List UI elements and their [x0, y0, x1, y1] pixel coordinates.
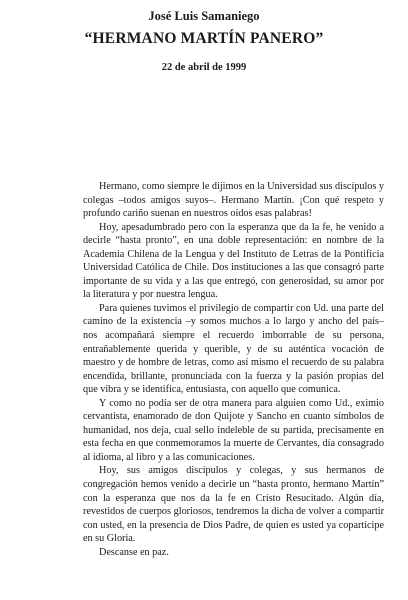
- document-title: “HERMANO MARTÍN PANERO”: [84, 30, 324, 47]
- paragraph-2: Hoy, apesadumbrado pero con la esperanza que da la fe, he venido a decirle “hasta pronto”, en una doble representación: en nombre de la Academia Chilena de la Lengua y del Instituto de Letras de la Pontificia Universidad Católica de Chile. Dos instituciones a las que consagró parte importante de su vida y a las que entregó, con generosidad, su amor por la literatura y por nuestra lengua.: [83, 221, 384, 301]
- document-date: 22 de abril de 1999: [161, 62, 247, 73]
- author-name: José Luis Samaniego: [148, 9, 260, 23]
- body-text: [83, 180, 384, 559]
- paragraph-6: Descanse en paz.: [99, 546, 169, 558]
- paragraph-3: Para quienes tuvimos el privilegio de compartir con Ud. una parte del camino de la existencia –y somos muchos a lo largo y ancho del país– nos acompañará siempre el recuerdo imborrable de su persona, entrañablemente querida y querible, y de su auténtica vocación de maestro y de hombre de letras, como así mismo el recuerdo de su palabra encendida, brillante, pronunciada con la fuerza y la pasión propias del que vibra y se identifica, entusiasta, con aquello que comunica.: [83, 302, 384, 396]
- paragraph-5: Hoy, sus amigos discípulos y colegas, y sus hermanos de congregación hemos venido a decirle un “hasta pronto, hermano Martín” con la esperanza que nos da la fe en Cristo Resucitado. Algún día, revestidos de cuerpos gloriosos, tendremos la dicha de volver a compartir con usted, en la presencia de Dios Padre, de quien es usted ya copartícipe en su Gloria.: [83, 465, 384, 545]
- paragraph-1: Hermano, como siempre le dijimos en la Universidad sus discípulos y colegas –todos amigos suyos–. Hermano Martín. ¡Con qué respeto y profundo cariño suenan en nuestros oídos esas palabras!: [83, 181, 384, 220]
- paragraph-4: Y como no podía ser de otra manera para alguien como Ud., eximio cervantista, enamorado de don Quijote y Sancho en cuanto símbolos de humanidad, nos deja, cual sello indeleble de su partida, precisamente en esta fecha en que conmemoramos la muerte de Cervantes, día consagrado al idioma, al libro y a las comunicaciones.: [83, 397, 384, 463]
